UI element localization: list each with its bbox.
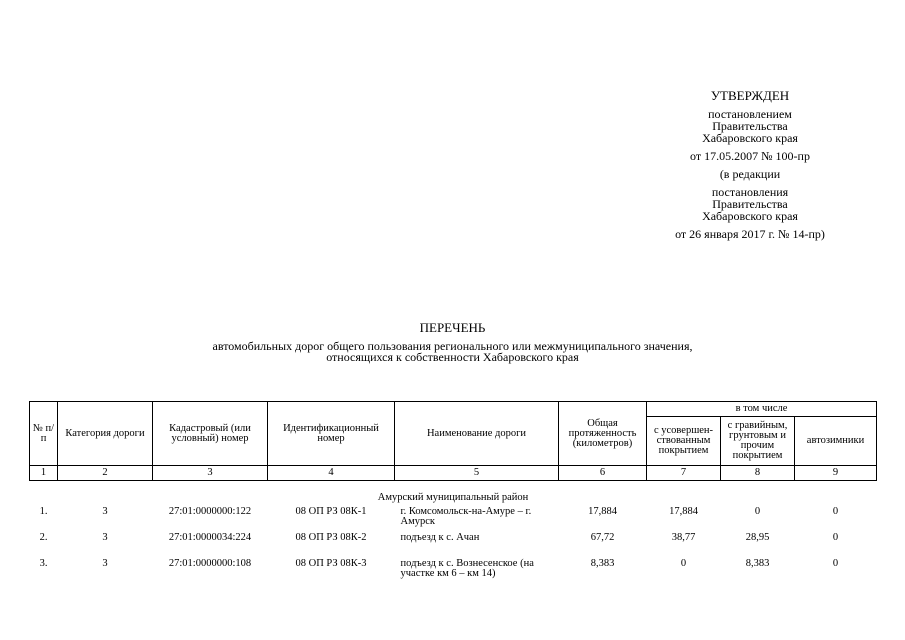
approval-line: Хабаровского края (702, 209, 798, 223)
row-improved: 0 (680, 558, 687, 569)
header-num: № п/п (30, 402, 58, 466)
row-improved: 38,77 (671, 532, 696, 543)
roads-table (29, 401, 877, 583)
column-number: 8 (721, 466, 795, 481)
header-identifier: Идентификационный номер (268, 402, 395, 466)
row-length: 17,884 (588, 506, 617, 517)
row-cadastral: 27:01:0000000:122 (168, 506, 252, 517)
table-row (30, 505, 877, 531)
approval-line: Правительства (712, 119, 788, 133)
row-length: 8,383 (590, 558, 615, 569)
column-number: 5 (395, 466, 559, 481)
row-identifier: 08 ОП РЗ 08К-3 (295, 558, 367, 569)
subtitle-line: автомобильных дорог общего пользования регионального или межмуниципального значения, (212, 339, 693, 353)
row-winter: 0 (832, 506, 839, 517)
header-including: в том числе (647, 402, 877, 417)
header-length: Общая протяженность (километров) (559, 402, 647, 466)
row-gravel: 28,95 (745, 532, 770, 543)
row-num: 3. (39, 558, 48, 569)
row-name: подъезд к с. Вознесенское (на участке км 6 – км 14) (400, 558, 534, 579)
row-category: 3 (102, 532, 108, 543)
document-title: ПЕРЕЧЕНЬ (419, 320, 486, 335)
row-identifier: 08 ОП РЗ 08К-2 (295, 532, 367, 543)
document-subtitle (0, 341, 905, 363)
approval-line: Правительства (712, 197, 788, 211)
approval-line: (в редакции (719, 167, 781, 181)
row-cadastral: 27:01:0000000:108 (168, 558, 252, 569)
row-name: г. Комсомольск-на-Амуре – г. Амурск (400, 506, 532, 527)
row-num: 2. (39, 532, 48, 543)
row-gravel: 8,383 (745, 558, 770, 569)
row-winter: 0 (832, 532, 839, 543)
table-row (30, 557, 877, 583)
header-improved: с усовершен-ствованным покрытием (647, 417, 721, 466)
approval-heading: УТВЕРЖДЕН (710, 88, 790, 103)
table-header (30, 402, 877, 481)
header-name: Наименование дороги (395, 402, 559, 466)
column-number: 1 (30, 466, 58, 481)
row-winter: 0 (832, 558, 839, 569)
row-category: 3 (102, 506, 108, 517)
table-body (30, 481, 877, 584)
column-number: 7 (647, 466, 721, 481)
header-winter: автозимники (795, 417, 877, 466)
approval-line: от 26 января 2017 г. № 14-пр) (675, 227, 825, 241)
approval-line: постановления (711, 185, 789, 199)
section-heading: Амурский муниципальный район (377, 492, 529, 503)
approval-line: от 17.05.2007 № 100-пр (690, 149, 810, 163)
row-category: 3 (102, 558, 108, 569)
table-row (30, 531, 877, 557)
subtitle-line: относящихся к собственности Хабаровского края (326, 350, 579, 364)
approval-line: постановлением (708, 107, 792, 121)
header-gravel: с гравийным, грунтовым и прочим покрытием (721, 417, 795, 466)
row-length: 67,72 (590, 532, 615, 543)
header-category: Категория дороги (58, 402, 153, 466)
column-number: 4 (268, 466, 395, 481)
row-cadastral: 27:01:0000034:224 (168, 532, 252, 543)
column-number: 2 (58, 466, 153, 481)
column-number: 3 (153, 466, 268, 481)
row-improved: 17,884 (669, 506, 698, 517)
row-gravel: 0 (754, 506, 761, 517)
row-num: 1. (39, 506, 48, 517)
approval-block (640, 90, 860, 240)
approval-line: Хабаровского края (702, 131, 798, 145)
column-number: 6 (559, 466, 647, 481)
row-name: подъезд к с. Ачан (400, 532, 480, 543)
row-identifier: 08 ОП РЗ 08К-1 (295, 506, 367, 517)
header-cadastral: Кадастровый (или условный) номер (153, 402, 268, 466)
column-number: 9 (795, 466, 877, 481)
